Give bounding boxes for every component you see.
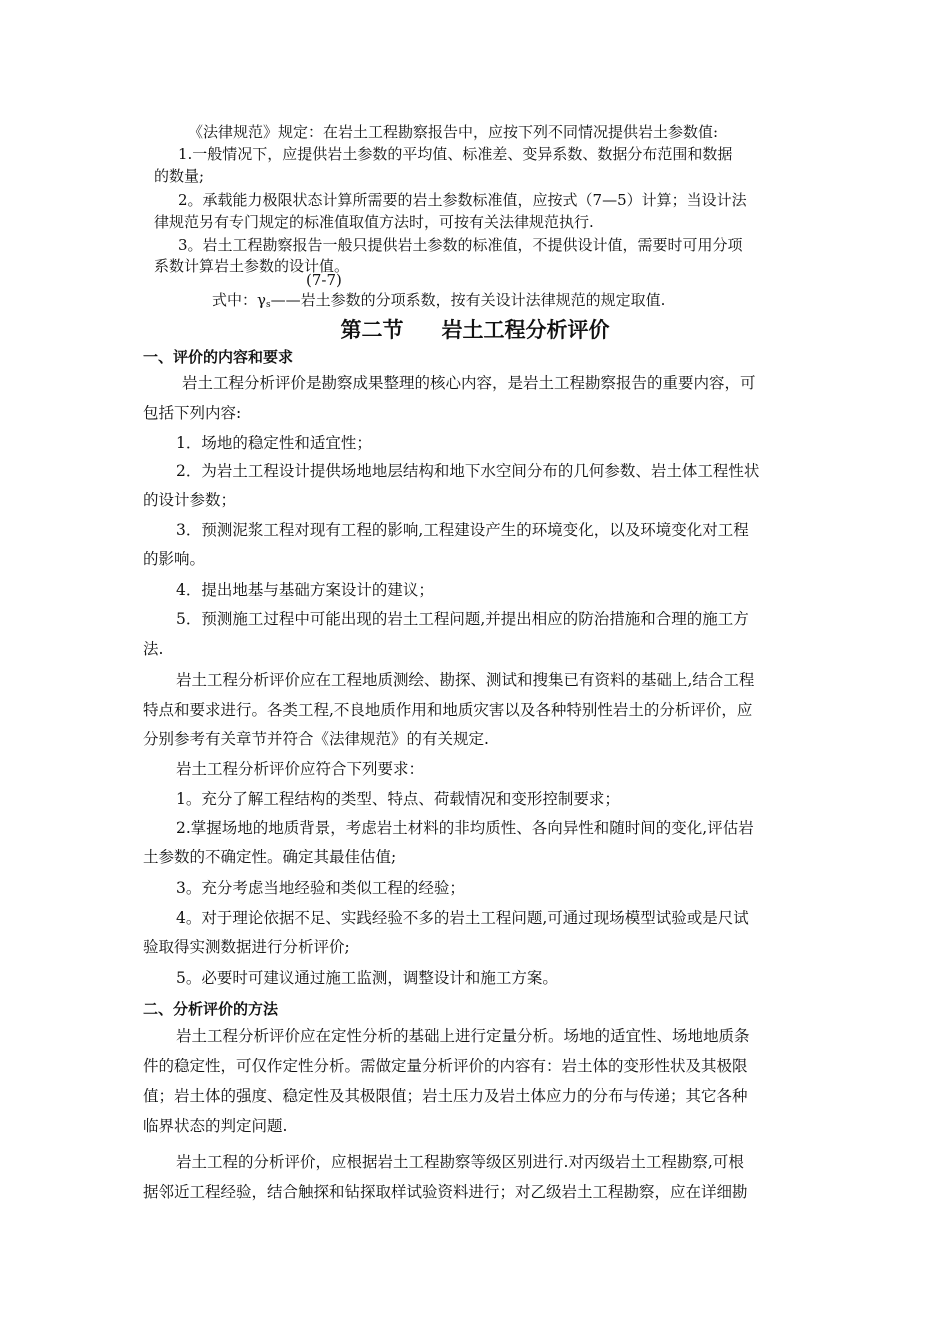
paragraph-line: 件的稳定性，可仅作定性分析。需做定量分析评价的内容有：岩土体的变形性状及其极限: [143, 1057, 748, 1075]
list-item-continuation: 验取得实测数据进行分析评价;: [143, 938, 350, 956]
section-title: [0, 314, 950, 344]
paragraph-line: 岩土工程分析评价应在工程地质测绘、勘探、测试和搜集已有资料的基础上,结合工程: [176, 671, 755, 689]
list-item: 1．场地的稳定性和适宜性；: [176, 434, 372, 452]
formula-number: (7-7): [306, 271, 342, 289]
list-item: 2．为岩土工程设计提供场地地层结构和地下水空间分布的几何参数、岩土体工程性状: [176, 462, 760, 480]
list-item: 3．预测泥浆工程对现有工程的影响,工程建设产生的环境变化，以及环境变化对工程: [176, 521, 749, 539]
list-item: 4．提出地基与基础方案设计的建议；: [176, 581, 434, 599]
heading-part2: 二、分析评价的方法: [143, 1000, 279, 1018]
formula-where: [212, 290, 665, 315]
list-item-continuation: 的数量;: [154, 167, 205, 185]
paragraph-line: 《法律规范》规定：在岩土工程勘察报告中，应按下列不同情况提供岩土参数值:: [188, 123, 719, 141]
where-prefix: 式中：γ: [212, 291, 266, 309]
list-item: 4。对于理论依据不足、实践经验不多的岩土工程问题,可通过现场模型试验或是尺试: [176, 909, 749, 927]
list-item: 3。岩土工程勘察报告一般只提供岩土参数的标准值，不提供设计值，需要时可用分项: [178, 236, 743, 254]
list-item-continuation: 法.: [143, 640, 164, 658]
heading-part1: 一、评价的内容和要求: [143, 348, 294, 366]
list-item: 2。承载能力极限状态计算所需要的岩土参数标准值，应按式（7—5）计算；当设计法: [178, 191, 747, 209]
list-item: 5．预测施工过程中可能出现的岩土工程问题,并提出相应的防治措施和合理的施工方: [176, 610, 749, 628]
paragraph-line: 岩土工程分析评价应符合下列要求：: [176, 760, 425, 778]
list-item: 1。充分了解工程结构的类型、特点、荷载情况和变形控制要求；: [176, 790, 620, 808]
list-item-continuation: 律规范另有专门规定的标准值取值方法时，可按有关法律规范执行.: [154, 213, 594, 231]
list-item-continuation: 系数计算岩土参数的设计值。: [154, 257, 350, 275]
where-subscript: s: [265, 300, 271, 310]
paragraph-line: 临界状态的判定问题.: [143, 1117, 288, 1135]
list-item: 3。充分考虑当地经验和类似工程的经验；: [176, 879, 465, 897]
paragraph-line: 据邻近工程经验，结合触探和钻探取样试验资料进行；对乙级岩土工程勘察，应在详细勘: [143, 1183, 748, 1201]
paragraph-line: 岩土工程的分析评价，应根据岩土工程勘察等级区别进行.对丙级岩土工程勘察,可根: [176, 1153, 744, 1171]
paragraph-line: 岩土工程分析评价应在定性分析的基础上进行定量分析。场地的适宜性、场地地质条: [176, 1027, 750, 1045]
paragraph-line: 分别参考有关章节并符合《法律规范》的有关规定.: [143, 730, 489, 748]
list-item-continuation: 的设计参数；: [143, 491, 237, 509]
list-item-continuation: 土参数的不确定性。确定其最佳估值;: [143, 848, 397, 866]
list-item: 1.一般情况下，应提供岩土参数的平均值、标准差、变异系数、数据分布范围和数据: [178, 145, 733, 163]
section-name: 岩土工程分析评价: [441, 318, 610, 342]
section-number: 第二节: [340, 318, 404, 342]
paragraph-line: 岩土工程分析评价是勘察成果整理的核心内容，是岩土工程勘察报告的重要内容，可: [182, 374, 756, 392]
where-text: ——岩土参数的分项系数，按有关设计法律规范的规定取值.: [270, 291, 666, 309]
paragraph-line: 特点和要求进行。各类工程,不良地质作用和地质灾害以及各种特别性岩土的分析评价，应: [143, 701, 753, 719]
paragraph-line: 值；岩土体的强度、稳定性及其极限值；岩土压力及岩土体应力的分布与传递；其它各种: [143, 1087, 748, 1105]
list-item: 2.掌握场地的地质背景，考虑岩土材料的非均质性、各向异性和随时间的变化,评估岩: [176, 819, 754, 837]
list-item: 5。必要时可建议通过施工监测，调整设计和施工方案。: [176, 969, 558, 987]
paragraph-line: 包括下列内容:: [143, 404, 242, 422]
list-item-continuation: 的影响。: [143, 550, 206, 568]
